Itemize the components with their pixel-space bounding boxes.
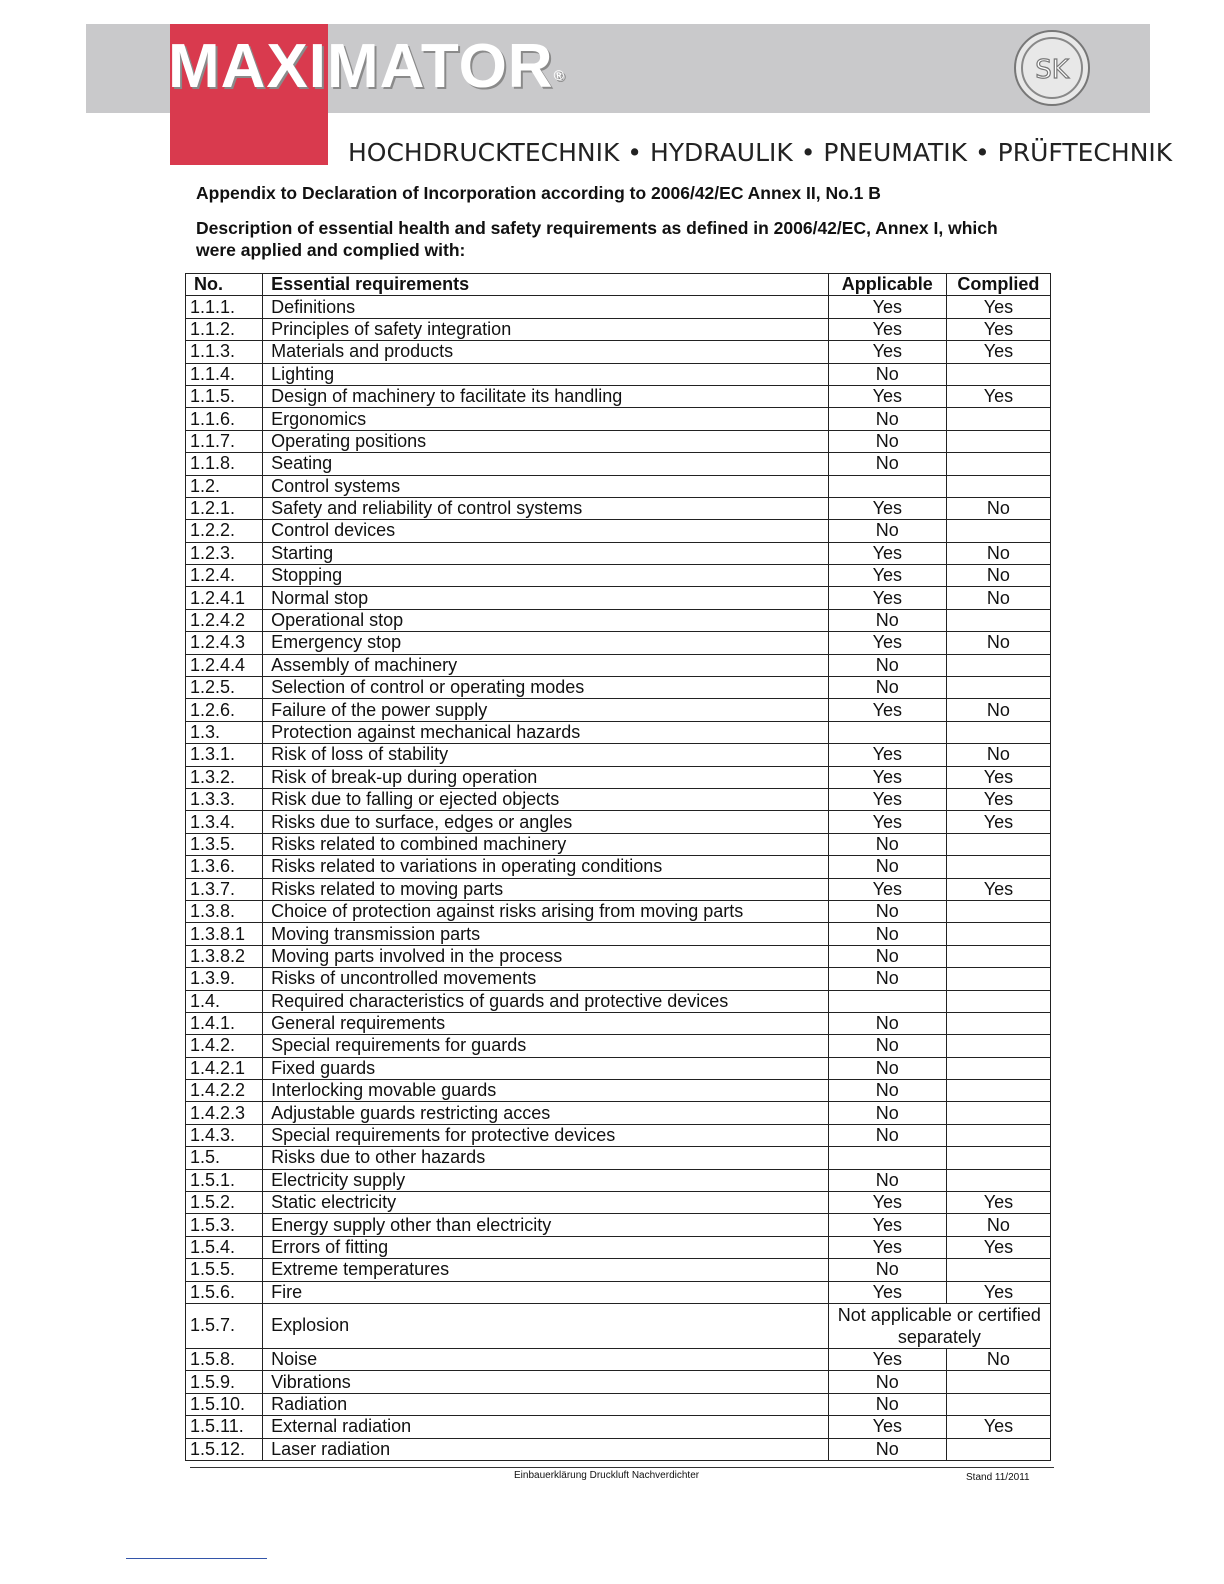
row-requirement: Emergency stop <box>263 632 829 654</box>
row-complied <box>946 968 1050 990</box>
maximator-logo <box>168 22 565 112</box>
header-applicable: Applicable <box>828 274 946 296</box>
row-applicable: Yes <box>828 632 946 654</box>
row-requirement: Electricity supply <box>263 1169 829 1191</box>
row-number: 1.2.4.2 <box>186 609 263 631</box>
row-complied <box>946 945 1050 967</box>
row-requirement: External radiation <box>263 1416 829 1438</box>
row-complied <box>946 408 1050 430</box>
table-row <box>186 1124 1051 1146</box>
row-complied: Yes <box>946 878 1050 900</box>
table-row <box>186 677 1051 699</box>
row-number: 1.4.2.1 <box>186 1057 263 1079</box>
row-applicable: No <box>828 654 946 676</box>
row-complied <box>946 654 1050 676</box>
row-requirement: Fixed guards <box>263 1057 829 1079</box>
table-row <box>186 318 1051 340</box>
row-complied: No <box>946 1214 1050 1236</box>
row-applicable: No <box>828 1438 946 1460</box>
row-requirement: Laser radiation <box>263 1438 829 1460</box>
table-row <box>186 1348 1051 1370</box>
table-row <box>186 1214 1051 1236</box>
row-requirement: Materials and products <box>263 341 829 363</box>
row-requirement: Control devices <box>263 520 829 542</box>
table-row <box>186 1192 1051 1214</box>
table-row <box>186 900 1051 922</box>
row-requirement: General requirements <box>263 1012 829 1034</box>
row-number: 1.3.1. <box>186 744 263 766</box>
row-applicable: No <box>828 453 946 475</box>
row-number: 1.3.8.1 <box>186 923 263 945</box>
table-row <box>186 990 1051 1012</box>
row-number: 1.4.2.3 <box>186 1102 263 1124</box>
row-requirement: Vibrations <box>263 1371 829 1393</box>
row-complied <box>946 900 1050 922</box>
row-number: 1.1.8. <box>186 453 263 475</box>
table-row <box>186 1281 1051 1303</box>
table-header-row <box>186 274 1051 296</box>
footer-document-name: Einbauerklärung Druckluft Nachverdichter <box>514 1470 700 1481</box>
row-number: 1.4.3. <box>186 1124 263 1146</box>
row-number: 1.1.6. <box>186 408 263 430</box>
row-complied <box>946 1035 1050 1057</box>
row-complied <box>946 1124 1050 1146</box>
row-applicable: Yes <box>828 744 946 766</box>
row-applicable: Yes <box>828 318 946 340</box>
row-applicable: No <box>828 1124 946 1146</box>
row-applicable: No <box>828 856 946 878</box>
table-row <box>186 968 1051 990</box>
row-number: 1.5.11. <box>186 1416 263 1438</box>
row-complied <box>946 1169 1050 1191</box>
row-applicable: No <box>828 520 946 542</box>
row-requirement: Operational stop <box>263 609 829 631</box>
row-number: 1.3.9. <box>186 968 263 990</box>
row-requirement: Design of machinery to facilitate its handling <box>263 385 829 407</box>
row-number: 1.5.1. <box>186 1169 263 1191</box>
row-complied <box>946 1371 1050 1393</box>
row-requirement: Special requirements for protective devices <box>263 1124 829 1146</box>
row-applicable: No <box>828 677 946 699</box>
footer-divider <box>190 1467 1054 1468</box>
table-row <box>186 363 1051 385</box>
row-complied: No <box>946 744 1050 766</box>
row-number: 1.5.5. <box>186 1259 263 1281</box>
row-applicable: Yes <box>828 587 946 609</box>
row-requirement: Operating positions <box>263 430 829 452</box>
row-requirement: Seating <box>263 453 829 475</box>
row-requirement: Special requirements for guards <box>263 1035 829 1057</box>
bottom-scan-mark <box>126 1558 267 1559</box>
row-number: 1.2.4. <box>186 565 263 587</box>
row-complied: No <box>946 587 1050 609</box>
table-row <box>186 542 1051 564</box>
row-requirement: Moving parts involved in the process <box>263 945 829 967</box>
row-complied: Yes <box>946 1416 1050 1438</box>
row-requirement: Selection of control or operating modes <box>263 677 829 699</box>
table-row <box>186 341 1051 363</box>
row-number: 1.5.3. <box>186 1214 263 1236</box>
row-requirement: Definitions <box>263 296 829 318</box>
row-requirement: Safety and reliability of control systems <box>263 497 829 519</box>
row-applicable: No <box>828 900 946 922</box>
row-number: 1.3.8.2 <box>186 945 263 967</box>
table-row <box>186 609 1051 631</box>
table-row <box>186 520 1051 542</box>
row-applicable: No <box>828 1102 946 1124</box>
row-complied <box>946 1147 1050 1169</box>
row-number: 1.5.2. <box>186 1192 263 1214</box>
row-number: 1.2.6. <box>186 699 263 721</box>
table-row <box>186 1303 1051 1348</box>
row-complied <box>946 1438 1050 1460</box>
row-complied <box>946 1102 1050 1124</box>
row-requirement: Risk due to falling or ejected objects <box>263 788 829 810</box>
row-complied: Yes <box>946 296 1050 318</box>
row-number: 1.5.6. <box>186 1281 263 1303</box>
row-number: 1.2.1. <box>186 497 263 519</box>
row-requirement: Interlocking movable guards <box>263 1080 829 1102</box>
row-complied <box>946 520 1050 542</box>
row-number: 1.3.8. <box>186 900 263 922</box>
row-number: 1.2.4.1 <box>186 587 263 609</box>
table-row <box>186 453 1051 475</box>
row-number: 1.5.12. <box>186 1438 263 1460</box>
row-applicable: No <box>828 609 946 631</box>
row-requirement: Risks of uncontrolled movements <box>263 968 829 990</box>
row-complied <box>946 1393 1050 1415</box>
row-applicable: No <box>828 1035 946 1057</box>
table-row <box>186 497 1051 519</box>
row-number: 1.5. <box>186 1147 263 1169</box>
row-applicable: No <box>828 1393 946 1415</box>
row-number: 1.1.3. <box>186 341 263 363</box>
row-requirement: Stopping <box>263 565 829 587</box>
row-number: 1.3.2. <box>186 766 263 788</box>
table-row <box>186 721 1051 743</box>
table-row <box>186 296 1051 318</box>
row-complied <box>946 475 1050 497</box>
row-applicable: No <box>828 1057 946 1079</box>
row-complied <box>946 1259 1050 1281</box>
row-applicable: Yes <box>828 542 946 564</box>
row-complied: Yes <box>946 766 1050 788</box>
row-complied: Yes <box>946 788 1050 810</box>
row-requirement: Risk of loss of stability <box>263 744 829 766</box>
row-applicable <box>828 721 946 743</box>
row-requirement: Static electricity <box>263 1192 829 1214</box>
row-complied <box>946 721 1050 743</box>
row-requirement: Assembly of machinery <box>263 654 829 676</box>
table-row <box>186 475 1051 497</box>
row-complied <box>946 453 1050 475</box>
row-applicable: No <box>828 923 946 945</box>
row-applicable: No <box>828 1371 946 1393</box>
table-row <box>186 1080 1051 1102</box>
table-row <box>186 945 1051 967</box>
table-row <box>186 788 1051 810</box>
row-complied: No <box>946 632 1050 654</box>
table-row <box>186 408 1051 430</box>
row-requirement: Risks due to other hazards <box>263 1147 829 1169</box>
row-applicable: Yes <box>828 1192 946 1214</box>
brand-name: MAXIMATOR <box>168 32 554 101</box>
footer-revision: Stand 11/2011 <box>966 1472 1030 1483</box>
row-merged-status: Not applicable or certified separately <box>828 1303 1050 1348</box>
row-number: 1.2. <box>186 475 263 497</box>
sk-seal-icon <box>1012 28 1092 108</box>
row-number: 1.1.5. <box>186 385 263 407</box>
table-row <box>186 632 1051 654</box>
row-complied: No <box>946 565 1050 587</box>
row-requirement: Starting <box>263 542 829 564</box>
row-applicable: Yes <box>828 341 946 363</box>
row-complied: No <box>946 1348 1050 1370</box>
row-applicable: Yes <box>828 1416 946 1438</box>
row-number: 1.1.2. <box>186 318 263 340</box>
table-row <box>186 856 1051 878</box>
row-complied: Yes <box>946 1192 1050 1214</box>
row-requirement: Control systems <box>263 475 829 497</box>
table-row <box>186 1416 1051 1438</box>
table-row <box>186 1259 1051 1281</box>
document-title: Appendix to Declaration of Incorporation according to 2006/42/EC Annex II, No.1 B <box>196 183 881 203</box>
row-requirement: Principles of safety integration <box>263 318 829 340</box>
registered-mark: ® <box>553 67 565 83</box>
row-applicable: No <box>828 1080 946 1102</box>
table-row <box>186 1057 1051 1079</box>
row-number: 1.3.6. <box>186 856 263 878</box>
table-row <box>186 430 1051 452</box>
row-applicable: Yes <box>828 497 946 519</box>
row-requirement: Fire <box>263 1281 829 1303</box>
table-row <box>186 1371 1051 1393</box>
row-number: 1.2.2. <box>186 520 263 542</box>
row-number: 1.3.7. <box>186 878 263 900</box>
document-subtitle: Description of essential health and safety requirements as defined in 2006/42/EC, Annex I, which were applied and complied with: <box>196 218 998 260</box>
row-complied: Yes <box>946 318 1050 340</box>
table-row <box>186 1236 1051 1258</box>
table-row <box>186 699 1051 721</box>
row-requirement: Explosion <box>263 1303 829 1348</box>
row-complied: No <box>946 699 1050 721</box>
table-row <box>186 1102 1051 1124</box>
row-applicable: Yes <box>828 1236 946 1258</box>
table-row <box>186 565 1051 587</box>
row-requirement: Errors of fitting <box>263 1236 829 1258</box>
row-applicable: Yes <box>828 788 946 810</box>
row-applicable: Yes <box>828 766 946 788</box>
row-complied: Yes <box>946 1281 1050 1303</box>
row-requirement: Required characteristics of guards and protective devices <box>263 990 829 1012</box>
table-row <box>186 385 1051 407</box>
row-number: 1.3.5. <box>186 833 263 855</box>
table-row <box>186 1169 1051 1191</box>
row-applicable: No <box>828 408 946 430</box>
table-row <box>186 923 1051 945</box>
row-applicable: Yes <box>828 565 946 587</box>
row-complied <box>946 923 1050 945</box>
row-requirement: Moving transmission parts <box>263 923 829 945</box>
table-row <box>186 587 1051 609</box>
row-complied <box>946 677 1050 699</box>
row-complied: Yes <box>946 385 1050 407</box>
row-number: 1.5.10. <box>186 1393 263 1415</box>
row-applicable: Yes <box>828 1281 946 1303</box>
table-row <box>186 833 1051 855</box>
row-number: 1.1.1. <box>186 296 263 318</box>
table-row <box>186 1147 1051 1169</box>
row-requirement: Risks related to variations in operating conditions <box>263 856 829 878</box>
row-requirement: Energy supply other than electricity <box>263 1214 829 1236</box>
row-applicable: Yes <box>828 1348 946 1370</box>
row-number: 1.3.4. <box>186 811 263 833</box>
row-applicable: Yes <box>828 1214 946 1236</box>
row-requirement: Ergonomics <box>263 408 829 430</box>
row-number: 1.2.3. <box>186 542 263 564</box>
row-applicable <box>828 990 946 1012</box>
row-number: 1.3.3. <box>186 788 263 810</box>
row-requirement: Lighting <box>263 363 829 385</box>
row-number: 1.1.4. <box>186 363 263 385</box>
row-number: 1.3. <box>186 721 263 743</box>
row-applicable: Yes <box>828 811 946 833</box>
table-row <box>186 878 1051 900</box>
row-applicable: No <box>828 1259 946 1281</box>
row-requirement: Risk of break-up during operation <box>263 766 829 788</box>
table-row <box>186 1035 1051 1057</box>
row-applicable: No <box>828 833 946 855</box>
row-complied: No <box>946 542 1050 564</box>
row-applicable: No <box>828 945 946 967</box>
row-applicable <box>828 475 946 497</box>
row-applicable: No <box>828 1012 946 1034</box>
row-requirement: Normal stop <box>263 587 829 609</box>
row-complied: Yes <box>946 811 1050 833</box>
row-requirement: Failure of the power supply <box>263 699 829 721</box>
table-row <box>186 744 1051 766</box>
row-number: 1.4.1. <box>186 1012 263 1034</box>
row-number: 1.5.4. <box>186 1236 263 1258</box>
row-applicable: No <box>828 430 946 452</box>
row-complied: Yes <box>946 341 1050 363</box>
row-applicable <box>828 1147 946 1169</box>
row-number: 1.1.7. <box>186 430 263 452</box>
row-complied <box>946 856 1050 878</box>
row-applicable: No <box>828 1169 946 1191</box>
table-row <box>186 766 1051 788</box>
table-row <box>186 811 1051 833</box>
row-applicable: Yes <box>828 878 946 900</box>
row-requirement: Noise <box>263 1348 829 1370</box>
header-complied: Complied <box>946 274 1050 296</box>
row-complied: No <box>946 497 1050 519</box>
row-number: 1.4.2. <box>186 1035 263 1057</box>
header-no: No. <box>186 274 263 296</box>
row-number: 1.4.2.2 <box>186 1080 263 1102</box>
row-applicable: Yes <box>828 699 946 721</box>
row-requirement: Radiation <box>263 1393 829 1415</box>
requirements-table <box>185 273 1051 1461</box>
row-number: 1.5.8. <box>186 1348 263 1370</box>
row-applicable: Yes <box>828 296 946 318</box>
row-requirement: Risks due to surface, edges or angles <box>263 811 829 833</box>
row-requirement: Adjustable guards restricting acces <box>263 1102 829 1124</box>
row-requirement: Protection against mechanical hazards <box>263 721 829 743</box>
row-applicable: Yes <box>828 385 946 407</box>
row-requirement: Choice of protection against risks arising from moving parts <box>263 900 829 922</box>
row-number: 1.2.5. <box>186 677 263 699</box>
row-complied <box>946 990 1050 1012</box>
header-requirement: Essential requirements <box>263 274 829 296</box>
row-number: 1.2.4.3 <box>186 632 263 654</box>
row-complied <box>946 833 1050 855</box>
row-number: 1.5.9. <box>186 1371 263 1393</box>
row-applicable: No <box>828 968 946 990</box>
table-row <box>186 1393 1051 1415</box>
row-requirement: Extreme temperatures <box>263 1259 829 1281</box>
row-number: 1.4. <box>186 990 263 1012</box>
row-applicable: No <box>828 363 946 385</box>
table-row <box>186 1012 1051 1034</box>
row-complied <box>946 609 1050 631</box>
row-requirement: Risks related to combined machinery <box>263 833 829 855</box>
row-complied <box>946 430 1050 452</box>
row-number: 1.2.4.4 <box>186 654 263 676</box>
row-number: 1.5.7. <box>186 1303 263 1348</box>
row-complied <box>946 1012 1050 1034</box>
table-row <box>186 654 1051 676</box>
table-row <box>186 1438 1051 1460</box>
row-complied <box>946 1057 1050 1079</box>
row-requirement: Risks related to moving parts <box>263 878 829 900</box>
row-complied: Yes <box>946 1236 1050 1258</box>
company-tagline: HOCHDRUCKTECHNIK • HYDRAULIK • PNEUMATIK • PRÜFTECHNIK <box>348 138 1173 167</box>
seal-text: SK <box>1035 55 1069 85</box>
row-complied <box>946 1080 1050 1102</box>
row-complied <box>946 363 1050 385</box>
